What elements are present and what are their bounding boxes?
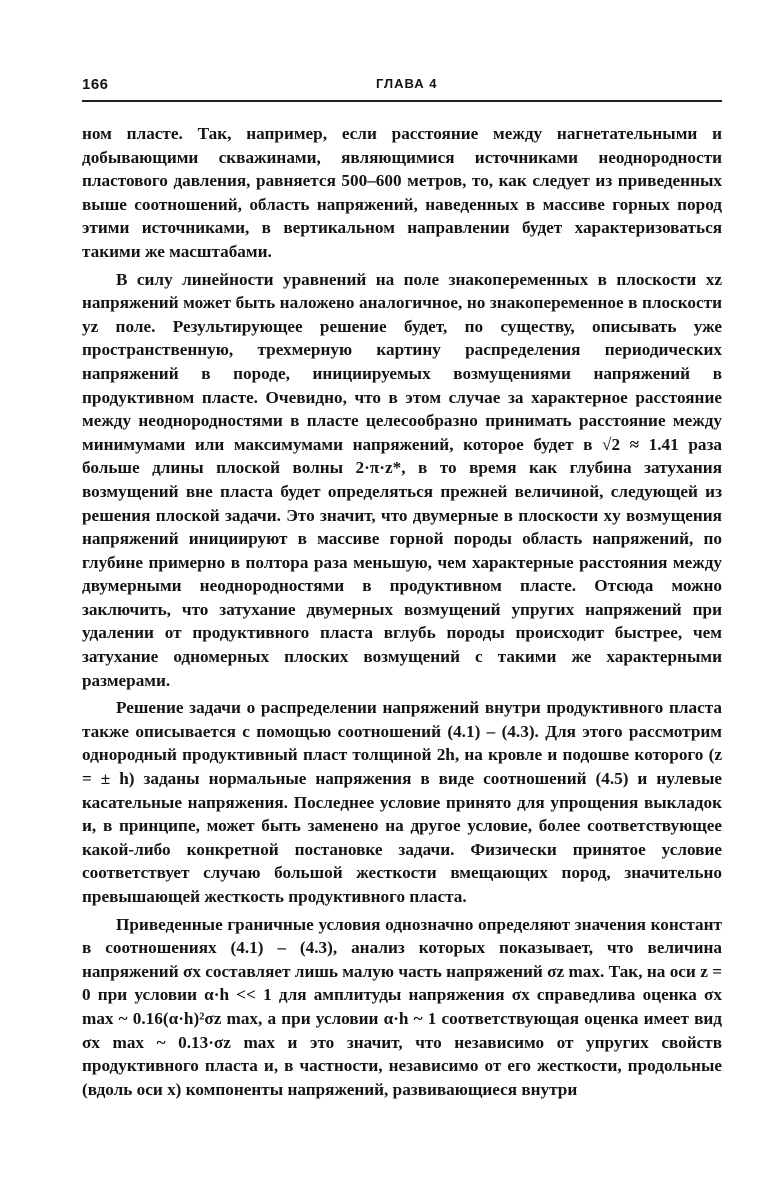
paragraph-2: В силу линейности уравнений на поле знакопеременных в плоскости xz напряжений может быть наложено аналогичное, но знакопеременное в плоскости yz поле. Результирующее решение будет, по существу, описывать уже пространственную, трехмерную картину распределения периодических напряжений в породе, инициируемых возмущениями напряжений в продуктивном пласте. Очевидно, что в этом случае за характерное расстояние между неоднородностями в пласте целесообразно принимать расстояние между минимумами или максимумами напряжений, которое будет в √2 ≈ 1.41 раза больше длины плоской волны 2·π·z*, в то время как глубина затухания возмущений вне пласта будет определяться прежней величиной, следующей из решения плоской задачи. Это значит, что двумерные в плоскости xy возмущения напряжений инициируют в массиве горной породы область напряжений, по глубине примерно в полтора раза меньшую, чем характерные расстояния между двумерными неоднородностями в продуктивном пласте. Отсюда можно заключить, что затухание двумерных возмущений упругих напряжений при удалении от продуктивного пласта вглубь породы происходит быстрее, чем затухание одномерных плоских возмущений с такими же характерными размерами. <box>82 269 722 690</box>
paragraph-3: Решение задачи о распределении напряжений внутри продуктивного пласта также описывается с помощью соотношений (4.1) – (4.3). Для этого рассмотрим однородный продуктивный пласт толщиной 2h, на кровле и подошве которого (z = ± h) заданы нормальные напряжения в виде соотношений (4.5) и нулевые касательные напряжения. Последнее условие принято для упрощения выкладок и, в принципе, может быть заменено на другое условие, более соответствующее какой-либо конкретной постановке задачи. Физически принятое условие соответствует случаю большой жесткости вмещающих пород, значительно превышающей жесткость продуктивного пласта. <box>82 698 722 906</box>
paragraph-4: Приведенные граничные условия однозначно определяют значения констант в соотношениях (4.1) – (4.3), анализ которых показывает, что величина напряжений σx составляет лишь малую часть напряжений σz max. Так, на оси z = 0 при условии α·h << 1 для амплитуды напряжения σx справедлива оценка σx max ~ 0.16(α·h)²σz max, а при условии α·h ~ 1 соответствующая оценка имеет вид σx max ~ 0.13·σz max и это значит, что независимо от упругих свойств продуктивного пласта и, в частности, независимо от его жесткости, продольные (вдоль оси x) компоненты напряжений, развивающиеся внутри <box>82 914 722 1099</box>
body-text <box>82 122 722 1101</box>
page-number: 166 <box>82 76 109 93</box>
running-header <box>82 74 722 100</box>
header-rule <box>82 100 722 102</box>
paragraph-1: ном пласте. Так, например, если расстояние между нагнетательными и добывающими скважинами, являющимися источниками неоднородности пластового давления, равняется 500–600 метров, то, как следует из приведенных выше соотношений, область напряжений, наведенных в массиве горных пород этими источниками, в вертикальном направлении будет характеризоваться такими же масштабами. <box>82 124 722 261</box>
chapter-title: ГЛАВА 4 <box>376 76 438 91</box>
